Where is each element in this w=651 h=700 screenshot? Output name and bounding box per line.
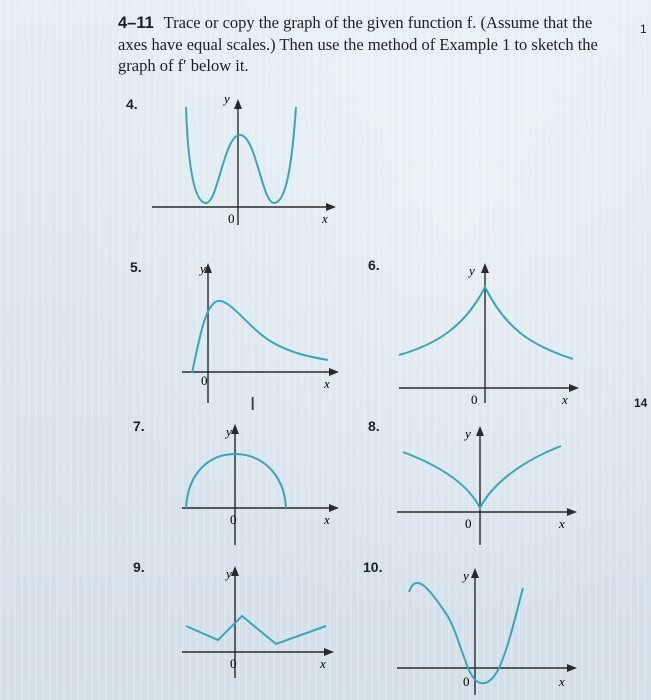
origin-label: 0: [230, 656, 237, 671]
problem-8-graph: [395, 420, 585, 550]
instruction-text: Trace or copy the graph of the given function f. (Assume that the axes have equal scales.) Then use the method of Example 1 to sketch the graph of f′ below it.: [118, 13, 598, 75]
y-axis-arrow: [471, 568, 479, 578]
y-axis-label: y: [465, 426, 471, 441]
x-axis-arrow: [329, 504, 339, 512]
x-axis-label: x: [559, 674, 565, 689]
problem-5-graph: [170, 255, 350, 405]
problem-5-number: 5.: [130, 259, 142, 275]
problem-9-graph: [180, 562, 350, 680]
edge-mark: 1: [640, 22, 647, 36]
problem-10-number: 10.: [363, 559, 383, 575]
problem-10-graph: [395, 560, 585, 698]
problem-6-graph: [395, 255, 585, 405]
origin-label: 0: [463, 674, 470, 689]
origin-label: 0: [228, 211, 235, 226]
function-curve: [186, 454, 286, 508]
x-axis-arrow: [326, 203, 336, 211]
problem-6-number: 6.: [368, 257, 380, 273]
x-axis-arrow: [567, 508, 577, 516]
x-axis-label: x: [562, 392, 568, 405]
function-curve: [403, 446, 561, 508]
function-curve: [399, 287, 573, 359]
problem-7-graph: [180, 420, 350, 550]
text-cursor-icon: I: [250, 394, 256, 415]
origin-label: 0: [471, 392, 478, 405]
x-axis-arrow: [324, 648, 334, 656]
x-axis-label: x: [322, 211, 328, 226]
origin-label: 0: [465, 516, 472, 531]
problem-8-number: 8.: [368, 418, 380, 434]
x-axis-arrow: [569, 384, 579, 392]
y-axis-label: y: [224, 95, 230, 106]
y-axis-arrow: [234, 99, 242, 109]
y-axis-label: y: [463, 568, 469, 583]
origin-label: 0: [201, 373, 208, 388]
origin-label: 0: [230, 512, 237, 527]
x-axis-arrow: [567, 664, 577, 672]
problem-4-graph: [150, 95, 350, 235]
function-curve: [186, 616, 326, 644]
x-axis-arrow: [329, 368, 339, 376]
y-axis-arrow: [481, 263, 489, 273]
y-axis-label: y: [226, 566, 232, 581]
exercise-instructions: [118, 12, 618, 76]
y-axis-label: y: [200, 261, 206, 276]
x-axis-label: x: [324, 512, 330, 527]
x-axis-label: x: [559, 516, 565, 531]
y-axis-arrow: [476, 426, 484, 436]
y-axis-arrow: [231, 566, 239, 576]
function-curve: [192, 301, 328, 373]
problem-4-number: 4.: [126, 96, 138, 112]
problem-9-number: 9.: [133, 559, 145, 575]
x-axis-label: x: [324, 376, 330, 391]
problem-7-number: 7.: [133, 418, 145, 434]
x-axis-label: x: [320, 656, 326, 671]
exercise-range: 4–11: [118, 14, 154, 32]
function-curve: [186, 107, 296, 203]
y-axis-arrow: [231, 424, 239, 434]
y-axis-label: y: [226, 424, 232, 439]
margin-page-number: 14: [634, 396, 648, 410]
y-axis-label: y: [469, 263, 475, 278]
